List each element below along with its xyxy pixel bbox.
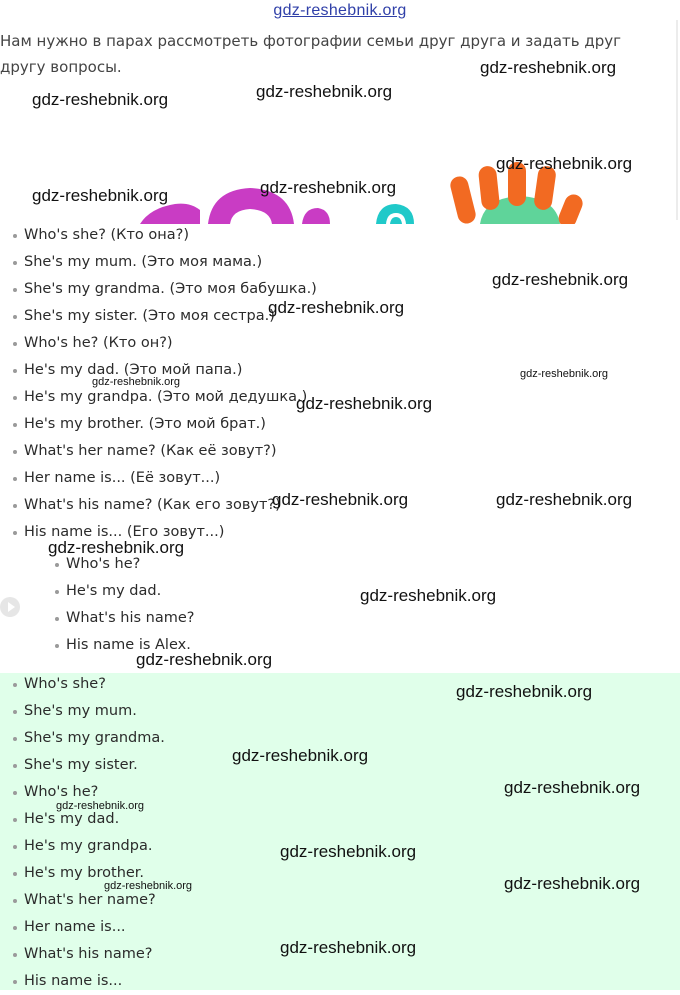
list-item: He's my grandpa. (Это мой дедушка.) [0, 384, 317, 411]
watermark: gdz-reshebnik.org [280, 842, 417, 861]
list-item: His name is... (Его зовут...) [0, 519, 317, 546]
watermark: gdz-reshebnik.org [56, 800, 145, 812]
watermark: gdz-reshebnik.org [496, 490, 633, 509]
list-item: Her name is... [0, 914, 165, 941]
list-item: What's her name? [0, 887, 165, 914]
list-item: She's my mum. [0, 698, 165, 725]
site-link[interactable]: gdz-reshebnik.org [273, 2, 407, 19]
watermark: gdz-reshebnik.org [260, 178, 397, 197]
watermark: gdz-reshebnik.org [48, 538, 185, 557]
watermark: gdz-reshebnik.org [296, 394, 433, 413]
list-item: What's his name? [42, 605, 194, 632]
watermark: gdz-reshebnik.org [136, 650, 273, 669]
list-item: He's my grandpa. [0, 833, 165, 860]
intro-text: Нам нужно в парах рассмотреть фотографии семьи друг друга и задать друг другу вопросы. [0, 32, 622, 76]
play-button[interactable] [0, 597, 20, 617]
list-item: Who's she? [0, 671, 165, 698]
list-item: He's my dad. [42, 578, 194, 605]
watermark: gdz-reshebnik.org [272, 490, 409, 509]
watermark: gdz-reshebnik.org [280, 938, 417, 957]
list-item: He's my brother. [0, 860, 165, 887]
list-item: She's my sister. [0, 752, 165, 779]
watermark: gdz-reshebnik.org [504, 874, 641, 893]
watermark: gdz-reshebnik.org [32, 90, 169, 109]
watermark: gdz-reshebnik.org [104, 880, 193, 892]
watermark: gdz-reshebnik.org [32, 186, 169, 205]
watermark: gdz-reshebnik.org [256, 82, 393, 101]
watermark: gdz-reshebnik.org [492, 270, 629, 289]
list-item: Her name is... (Её зовут...) [0, 465, 317, 492]
watermark: gdz-reshebnik.org [480, 58, 617, 77]
watermark: gdz-reshebnik.org [504, 778, 641, 797]
watermark: gdz-reshebnik.org [360, 586, 497, 605]
watermark: gdz-reshebnik.org [268, 298, 405, 317]
list-item: She's my sister. (Это моя сестра.) [0, 303, 317, 330]
watermark: gdz-reshebnik.org [496, 154, 633, 173]
list-item: What's his name? [0, 941, 165, 968]
watermark: gdz-reshebnik.org [520, 368, 609, 380]
watermark: gdz-reshebnik.org [92, 376, 181, 388]
list-item: Who's he? (Кто он?) [0, 330, 317, 357]
watermark: gdz-reshebnik.org [232, 746, 369, 765]
dialogue-list [42, 551, 194, 659]
list-item: He's my dad. (Это мой папа.) [0, 357, 317, 384]
list-item: His name is... [0, 968, 165, 995]
list-item: She's my mum. (Это моя мама.) [0, 249, 317, 276]
list-item: She's my grandma. (Это моя бабушка.) [0, 276, 317, 303]
watermark: gdz-reshebnik.org [456, 682, 593, 701]
list-item: He's my brother. (Это мой брат.) [0, 411, 317, 438]
list-item: His name is Alex. [42, 632, 194, 659]
list-item: Who's she? (Кто она?) [0, 222, 317, 249]
list-item: What's her name? (Как её зовут?) [0, 438, 317, 465]
list-item: Who's he? [42, 551, 194, 578]
list-item: She's my grandma. [0, 725, 165, 752]
list-item: What's his name? (Как его зовут?) [0, 492, 317, 519]
green-phrase-list [0, 671, 165, 995]
list-item: He's my dad. [0, 806, 165, 833]
teal-swirl [376, 204, 414, 224]
list-item: Who's he? [0, 779, 165, 806]
